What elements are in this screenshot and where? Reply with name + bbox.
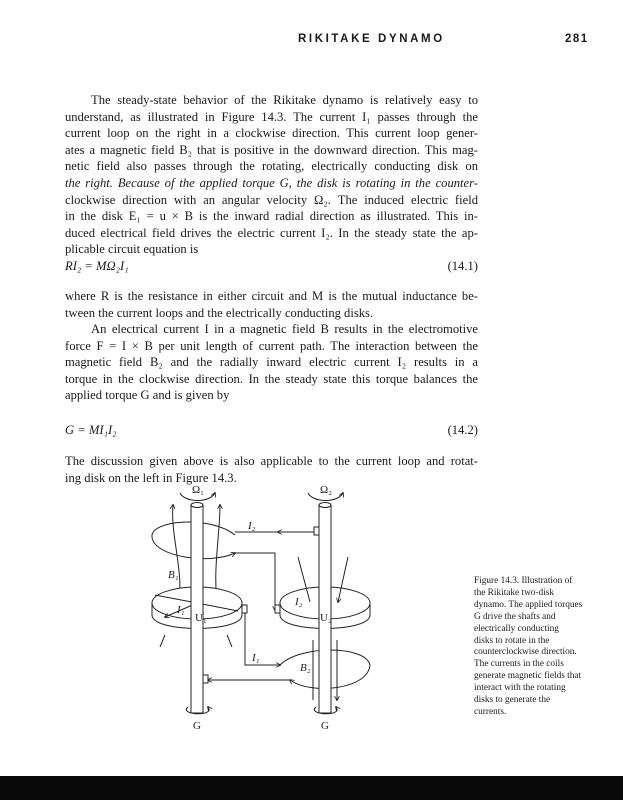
caption-line: the Rikitake two-disk	[474, 587, 555, 598]
text-line: applied torque G and is given by	[65, 388, 230, 403]
equation-number: (14.2)	[447, 423, 478, 437]
equation-formula: RI₂ = MΩ₂I₁	[65, 259, 129, 273]
running-head: RIKITAKE DYNAMO	[298, 33, 445, 45]
text-line: plicable circuit equation is	[65, 242, 199, 257]
caption-line: Figure 14.3. Illustration of	[474, 576, 573, 586]
text-line: An electrical current I in a magnetic field B results in the electromotive	[91, 322, 478, 336]
text-line: netic field also passes through the rotating, electrically conducting disk on	[65, 159, 478, 174]
label-g-left: G	[193, 720, 201, 732]
label-i1-disk: I₁	[177, 604, 185, 616]
label-i1-bottom: I₁	[252, 652, 260, 664]
caption-line: dynamo. The applied torques	[474, 599, 583, 610]
caption-line: currents.	[474, 706, 507, 717]
field-line	[160, 635, 165, 647]
equation-number: (14.1)	[447, 259, 478, 273]
text-line: in the disk E₁ = u × B is the inward radial direction as illustrated. This in-	[65, 209, 478, 224]
wire-i1	[242, 610, 280, 665]
equation-14-1	[65, 259, 478, 276]
text-line: The discussion given above is also applicable to the current loop and rotat-	[65, 454, 478, 468]
caption-line: G drive the shafts and	[474, 611, 556, 622]
dynamo-diagram	[130, 475, 450, 735]
field-line	[227, 635, 232, 647]
figure-caption	[474, 576, 614, 719]
paragraph-1	[65, 92, 478, 258]
text-line: understand, as illustrated in Figure 14.3. The current I₁ passes through the	[65, 109, 478, 124]
text-line: where R is the resistance in either circuit and M is the mutual inductance be-	[65, 289, 478, 303]
label-i2-top: I₂	[248, 520, 256, 532]
text-line: duced electrical field drives the electric current I₂. In the steady state the ap-	[65, 225, 478, 240]
label-b1: B₁	[168, 569, 179, 581]
paragraph-3	[65, 321, 478, 404]
equation-14-2	[65, 423, 478, 440]
caption-line: disks to generate the	[474, 695, 551, 706]
label-g-right: G	[321, 720, 329, 732]
caption-line: generate magnetic fields that	[474, 671, 582, 682]
label-i2-disk: I₂	[295, 596, 303, 608]
paragraph-2	[65, 288, 478, 321]
text-line: magnetic field B₂ and the radially inward electric current I₂ results in a	[65, 355, 478, 370]
label-u2: U₂	[320, 612, 332, 624]
text-line: ing disk on the left in Figure 14.3.	[65, 470, 237, 485]
right-shaft	[319, 505, 331, 713]
text-line: the right. Because of the applied torque G, the disk is rotating in the counter-	[65, 175, 478, 190]
label-omega2: Ω₂	[320, 484, 333, 496]
scan-border	[0, 776, 623, 800]
text-line: torque in the clockwise direction. In the steady state this torque balances the	[65, 371, 478, 386]
caption-line: electrically conducting	[474, 623, 559, 634]
text-line: force F = I × B per unit length of current path. The interaction between the	[65, 338, 478, 353]
text-line: The steady-state behavior of the Rikitake dynamo is relatively easy to	[91, 93, 478, 107]
page-number: 281	[565, 33, 589, 45]
text-line: current loop on the right in a clockwise direction. This current loop gener-	[65, 126, 478, 141]
text-line: tween the current loops and the electrically conducting disks.	[65, 305, 374, 320]
label-b2: B₂	[300, 662, 311, 674]
caption-line: disks to rotate in the	[474, 635, 550, 646]
text-line: ates a magnetic field B₂ that is positive in the downward direction. This mag-	[65, 142, 478, 157]
text-line: clockwise direction with an angular velocity Ω₂. The induced electric field	[65, 192, 478, 207]
caption-line: The currents in the coils	[474, 659, 564, 670]
equation-formula: G = MI₁I₂	[65, 423, 117, 437]
label-u1: U₁	[195, 612, 207, 624]
label-omega1: Ω₁	[192, 484, 205, 496]
caption-line: counterclockwise direction.	[474, 647, 577, 658]
left-shaft	[191, 505, 203, 713]
caption-line: interact with the rotating	[474, 683, 566, 694]
